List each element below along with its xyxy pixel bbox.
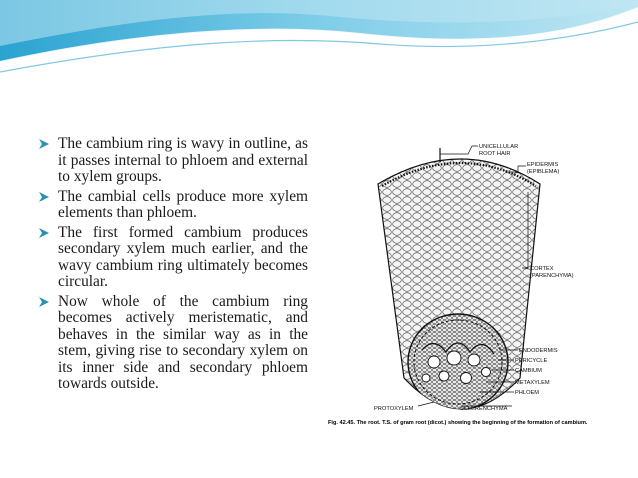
label-root-hair: ROOT HAIR — [479, 151, 511, 157]
bullet-text: The cambial cells produce more xylem elements than phloem. — [58, 187, 308, 221]
arrow-bullet-icon — [38, 191, 50, 203]
bullet-text: The cambium ring is wavy in outline, as it passes internal to phloem and external to xylem groups. — [58, 135, 308, 185]
label-cortex: CORTEX — [530, 266, 554, 272]
label-epidermis: EPIDERMIS — [527, 162, 559, 168]
bullet-list — [38, 136, 308, 396]
label-metaxylem: METAXYLEM — [515, 380, 550, 386]
figure-caption: Fig. 42.45. The root. T.S. of gram root (dicot.) showing the beginning of the formation of cambium. — [328, 420, 588, 426]
label-sclerenchyma: SCLERENCHYMA — [460, 406, 508, 412]
label-pericycle: PERICYCLE — [515, 358, 548, 364]
label-cambium: CAMBIUM — [515, 368, 542, 374]
bullet-item — [38, 225, 308, 291]
bullet-text: The first formed cambium produces secondary xylem much earlier, and the wavy cambium ring ultimately becomes circular. — [58, 223, 308, 290]
label-parenchyma: (PARENCHYMA) — [530, 273, 574, 279]
arrow-bullet-icon — [38, 227, 50, 239]
header-wave-decoration — [0, 0, 638, 80]
label-unicellular: UNICELLULAR — [479, 144, 519, 150]
label-phloem: PHLOEM — [515, 390, 540, 396]
bullet-item — [38, 136, 308, 186]
arrow-bullet-icon — [38, 138, 50, 150]
label-protoxylem: PROTOXYLEM — [374, 406, 414, 412]
root-cross-section-figure — [322, 140, 604, 432]
arrow-bullet-icon — [38, 296, 50, 308]
bullet-item — [38, 294, 308, 393]
bullet-item — [38, 189, 308, 222]
label-endodermis: ENDODERMIS — [519, 348, 558, 354]
bullet-text: Now whole of the cambium ring becomes actively meristematic, and behaves in the similar way as in the stem, giving rise to secondary xylem on its inner side and secondary phloem towards outside. — [58, 292, 308, 392]
label-epiblema: (EPIBLEMA) — [527, 169, 560, 175]
